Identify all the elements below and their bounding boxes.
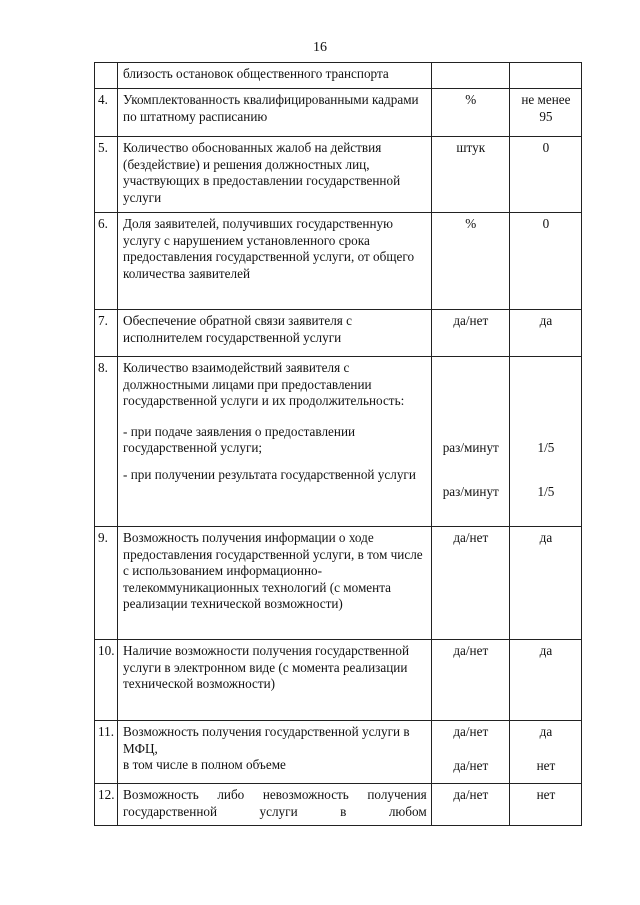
unit-cell	[431, 63, 509, 89]
unit-cell: да/нет	[431, 640, 509, 721]
indicator-name: Наличие возможности получения государственной услуги в электронном виде (с момента реализации технической возможности)	[118, 640, 432, 721]
indicator-name: Количество обоснованных жалоб на действия (бездействие) и решения должностных лиц, участвующих в предоставлении государственной услуги	[118, 137, 432, 213]
indicator-name: Доля заявителей, получивших государственную услугу с нарушением установленного срока предоставления государственной услуги, от общего количества заявителей	[118, 213, 432, 310]
sub-indicator: - при подаче заявления о предоставлении государственной услуги;	[123, 423, 356, 455]
row-number: 8.	[95, 357, 118, 527]
unit-cell: да/нет	[431, 310, 509, 357]
indicator-name: Возможность получения информации о ходе предоставления государственной услуги, в том числе с использованием информационно-телекоммуникационных технологий (с момента реализации технической возможности)	[118, 527, 432, 640]
row-number	[95, 63, 118, 89]
sub-indicator: - при получении результата государственной услуги	[123, 466, 416, 482]
indicators-table	[94, 62, 582, 826]
indicator-name: Возможность либо невозможность получения государственной услуги в любом	[118, 784, 432, 826]
table-row	[95, 213, 582, 310]
row-number: 4.	[95, 89, 118, 137]
value-cell: да	[539, 724, 553, 739]
table-row	[95, 640, 582, 721]
value-cell: да	[509, 527, 581, 640]
indicator-name: Возможность получения государственной услуги в МФЦ,	[123, 724, 410, 756]
page-number: 16	[313, 40, 327, 55]
row-number: 6.	[95, 213, 118, 310]
row-number: 12.	[95, 784, 118, 826]
row-number: 7.	[95, 310, 118, 357]
unit-cell: да/нет	[453, 724, 489, 739]
value-cell: 0	[509, 213, 581, 310]
indicator-name: Количество взаимодействий заявителя с должностными лицами при предоставлении государственной услуги и их продолжительность:	[123, 360, 405, 408]
table-row	[95, 357, 582, 527]
value-cell: да	[509, 310, 581, 357]
unit-cell: раз/минут	[442, 440, 499, 455]
indicator-name: Обеспечение обратной связи заявителя с исполнителем государственной услуги	[118, 310, 432, 357]
unit-cell: раз/минут	[442, 483, 499, 499]
unit-cell-group	[431, 357, 509, 527]
table-row	[95, 721, 582, 784]
value-cell: не менее 95	[509, 89, 581, 137]
unit-cell: штук	[431, 137, 509, 213]
value-cell: 0	[509, 137, 581, 213]
row-number: 11.	[95, 721, 118, 784]
table-row	[95, 784, 582, 826]
indicator-name: близость остановок общественного транспорта	[118, 63, 432, 89]
value-cell: да	[509, 640, 581, 721]
value-cell: нет	[509, 784, 581, 826]
row-number: 10.	[95, 640, 118, 721]
table-row	[95, 63, 582, 89]
value-cell-group	[509, 357, 581, 527]
indicator-name-group	[118, 721, 432, 784]
value-cell-group	[509, 721, 581, 784]
table-row	[95, 137, 582, 213]
table-row	[95, 527, 582, 640]
unit-cell: да/нет	[431, 527, 509, 640]
unit-cell-group	[431, 721, 509, 784]
row-number: 9.	[95, 527, 118, 640]
unit-cell: да/нет	[431, 784, 509, 826]
sub-indicator: в том числе в полном объеме	[123, 757, 286, 772]
indicator-name: Укомплектованность квалифицированными кадрами по штатному расписанию	[118, 89, 432, 137]
unit-cell: %	[431, 213, 509, 310]
unit-cell: да/нет	[453, 757, 489, 773]
unit-cell: %	[431, 89, 509, 137]
table-row	[95, 310, 582, 357]
table-row	[95, 89, 582, 137]
value-cell	[509, 63, 581, 89]
value-cell: 1/5	[537, 440, 555, 455]
value-cell: нет	[536, 757, 556, 773]
indicator-name-group	[118, 357, 432, 527]
row-number: 5.	[95, 137, 118, 213]
value-cell: 1/5	[537, 483, 555, 499]
